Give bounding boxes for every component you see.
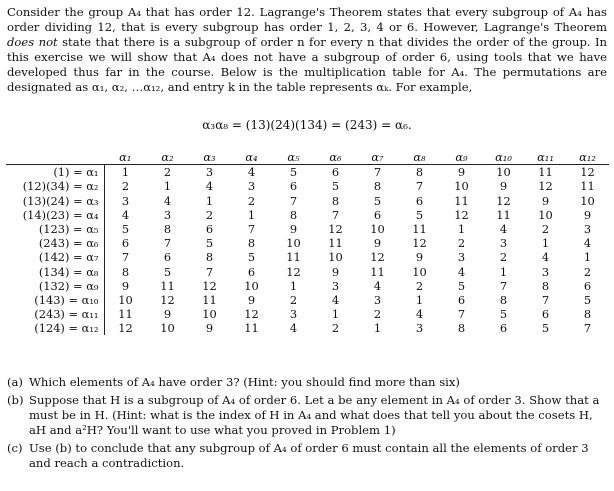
table-cell: 10 <box>286 236 301 251</box>
table-cell: 7 <box>583 321 592 336</box>
table-cell: 10 <box>328 250 343 265</box>
table-cell: 1 <box>415 292 424 307</box>
table-header-row <box>6 150 609 165</box>
example-formula: α₃α₈ = (13)(24)(134) = (243) = α₆. <box>202 118 412 132</box>
table-cell: 11 <box>244 321 259 336</box>
table-cell: 9 <box>247 292 256 307</box>
table-cell: 8 <box>289 207 298 222</box>
table-cell: 11 <box>496 207 511 222</box>
table-cell: 3 <box>373 292 382 307</box>
table-cell: 1 <box>583 250 592 265</box>
table-cell: 6 <box>541 307 550 322</box>
table-cell: 1 <box>205 193 214 208</box>
table-row <box>6 265 609 279</box>
table-cell: 1 <box>457 222 466 237</box>
table-cell: 3 <box>163 207 172 222</box>
table-cell: 10 <box>370 222 385 237</box>
table-cell: 6 <box>121 236 130 251</box>
table-cell: 3 <box>541 264 550 279</box>
table-cell: 8 <box>541 278 550 293</box>
table-row <box>6 222 609 236</box>
table-cell: 6 <box>331 165 340 180</box>
table-cell: 7 <box>373 165 382 180</box>
table-cell: 3 <box>247 179 256 194</box>
table-cell: 1 <box>121 165 130 180</box>
row-label: (1) = α₁ <box>6 165 104 180</box>
table-cell: 6 <box>457 292 466 307</box>
table-cell: 5 <box>415 207 424 222</box>
table-cell: 12 <box>496 193 511 208</box>
table-cell: 5 <box>331 179 340 194</box>
table-cell: 10 <box>202 307 217 322</box>
table-row <box>6 293 609 307</box>
table-cell: 3 <box>457 250 466 265</box>
row-label: (243) = α₆ <box>6 236 104 250</box>
table-cell: 5 <box>247 250 256 265</box>
part-b <box>7 393 607 438</box>
table-cell: 5 <box>163 264 172 279</box>
table-cell: 11 <box>286 250 301 265</box>
row-label: (14)(23) = α₄ <box>6 208 104 222</box>
table-cell: 7 <box>415 179 424 194</box>
table-cell: 4 <box>289 321 298 336</box>
table-cell: 12 <box>454 207 469 222</box>
intro-text: Consider the group A₄ that has order 12. Lagrange's Theorem states that every subgroup of A₄ has order dividing 12, that is every subgroup has order 1, 2, 3, 4 or 6. However, Lagrange's Theorem <box>7 5 607 35</box>
table-cell: 8 <box>415 165 424 180</box>
column-header: α₁₀ <box>483 150 525 165</box>
column-header: α₇ <box>357 150 399 165</box>
part-a <box>7 375 607 390</box>
table-cell: 6 <box>163 250 172 265</box>
table-row <box>6 279 609 293</box>
table-cell: 9 <box>163 307 172 322</box>
table-cell: 10 <box>454 179 469 194</box>
table-cell: 6 <box>415 193 424 208</box>
table-cell: 3 <box>121 193 130 208</box>
table-cell: 1 <box>541 236 550 251</box>
table-cell: 2 <box>583 264 592 279</box>
row-label: (13)(24) = α₃ <box>6 194 104 208</box>
table-cell: 11 <box>412 222 427 237</box>
table-cell: 8 <box>331 193 340 208</box>
table-cell: 4 <box>499 222 508 237</box>
column-header: α₉ <box>441 150 483 165</box>
table-cell: 3 <box>205 165 214 180</box>
table-cell: 6 <box>289 179 298 194</box>
table-cell: 10 <box>580 193 595 208</box>
intro-text-after: state that there is a subgroup of order n for every n that divides the order of the group. In this exercise we will show that A₄ does not have a subgroup of order 6, using tools that we have developed thus far in the course. Below is the multiplication table for A₄. The permutations are designated as α₁, α₂, …α₁₂, and entry k in the table represents αₖ. For example, <box>7 35 607 95</box>
table-cell: 10 <box>118 292 133 307</box>
table-cell: 9 <box>583 207 592 222</box>
table-row <box>6 194 609 208</box>
table-row <box>6 307 609 321</box>
column-header: α₁ <box>104 150 147 165</box>
table-cell: 10 <box>538 207 553 222</box>
table-cell: 2 <box>457 236 466 251</box>
table-cell: 4 <box>415 307 424 322</box>
table-cell: 4 <box>373 278 382 293</box>
column-header: α₂ <box>147 150 189 165</box>
row-label: (123) = α₅ <box>6 222 104 236</box>
table-cell: 12 <box>370 250 385 265</box>
table-cell: 11 <box>580 179 595 194</box>
table-cell: 8 <box>205 250 214 265</box>
table-cell: 2 <box>331 321 340 336</box>
table-cell: 4 <box>541 250 550 265</box>
table-cell: 2 <box>415 278 424 293</box>
table-cell: 7 <box>289 193 298 208</box>
table-cell: 7 <box>331 207 340 222</box>
table-cell: 2 <box>205 207 214 222</box>
table-cell: 2 <box>541 222 550 237</box>
table-cell: 2 <box>121 179 130 194</box>
table-cell: 12 <box>538 179 553 194</box>
table-cell: 1 <box>331 307 340 322</box>
table-cell: 5 <box>457 278 466 293</box>
table-cell: 11 <box>370 264 385 279</box>
column-header: α₃ <box>189 150 231 165</box>
table-cell: 9 <box>289 222 298 237</box>
table-cell: 6 <box>373 207 382 222</box>
table-row <box>6 321 609 335</box>
part-label: (b) <box>7 393 24 408</box>
table-row <box>6 250 609 264</box>
table-cell: 8 <box>373 179 382 194</box>
problem-intro <box>7 5 607 96</box>
table-cell: 12 <box>580 165 595 180</box>
table-cell: 7 <box>163 236 172 251</box>
table-cell: 4 <box>247 165 256 180</box>
table-cell: 11 <box>202 292 217 307</box>
table-cell: 1 <box>247 207 256 222</box>
table-cell: 10 <box>160 321 175 336</box>
table-cell: 12 <box>202 278 217 293</box>
table-cell: 6 <box>205 222 214 237</box>
table-cell: 6 <box>583 278 592 293</box>
table-cell: 5 <box>499 307 508 322</box>
table-cell: 2 <box>373 307 382 322</box>
table-cell: 10 <box>496 165 511 180</box>
table-cell: 8 <box>163 222 172 237</box>
table-cell: 4 <box>457 264 466 279</box>
part-text: Which elements of A₄ have order 3? (Hint: you should find more than six) <box>29 375 460 389</box>
problem-parts <box>7 375 607 475</box>
table-cell: 9 <box>541 193 550 208</box>
table-cell: 4 <box>331 292 340 307</box>
table-cell: 1 <box>289 278 298 293</box>
table-row <box>6 208 609 222</box>
row-label: (124) = α₁₂ <box>6 321 104 335</box>
table-cell: 8 <box>499 292 508 307</box>
part-label: (c) <box>7 441 23 456</box>
table-cell: 9 <box>121 278 130 293</box>
table-cell: 5 <box>583 292 592 307</box>
row-label: (132) = α₉ <box>6 279 104 293</box>
table-cell: 9 <box>331 264 340 279</box>
table-cell: 7 <box>121 250 130 265</box>
part-text: Suppose that H is a subgroup of A₄ of order 6. Let a be any element in A₄ of order 3. Show that a must be in H. (Hint: what is the index of H in A₄ and what does that tell you about the cosets H, aH and a²H? You'll want to use what you proved in Problem 1) <box>29 393 600 438</box>
table-cell: 11 <box>160 278 175 293</box>
table-cell: 7 <box>247 222 256 237</box>
table-cell: 12 <box>244 307 259 322</box>
table-cell: 11 <box>118 307 133 322</box>
table-cell: 2 <box>163 165 172 180</box>
table-cell: 8 <box>457 321 466 336</box>
part-label: (a) <box>7 375 23 389</box>
table-cell: 3 <box>415 321 424 336</box>
table-cell: 9 <box>373 236 382 251</box>
column-header: α₁₂ <box>567 150 609 165</box>
table-cell: 9 <box>415 250 424 265</box>
table-row <box>6 236 609 250</box>
column-header: α₁₁ <box>525 150 567 165</box>
table-cell: 3 <box>499 236 508 251</box>
column-header: α₈ <box>399 150 441 165</box>
table-cell: 12 <box>412 236 427 251</box>
table-cell: 7 <box>541 292 550 307</box>
column-header: α₄ <box>231 150 273 165</box>
table-cell: 12 <box>286 264 301 279</box>
table-cell: 4 <box>121 207 130 222</box>
table-cell: 5 <box>373 193 382 208</box>
table-cell: 9 <box>205 321 214 336</box>
table-cell: 12 <box>160 292 175 307</box>
table-cell: 1 <box>373 321 382 336</box>
table-cell: 5 <box>121 222 130 237</box>
table-cell: 7 <box>499 278 508 293</box>
part-c <box>7 441 607 471</box>
table-cell: 9 <box>499 179 508 194</box>
table-cell: 3 <box>289 307 298 322</box>
table-cell: 6 <box>247 264 256 279</box>
table-cell: 2 <box>289 292 298 307</box>
table-cell: 5 <box>205 236 214 251</box>
table-cell: 8 <box>583 307 592 322</box>
table-cell: 3 <box>331 278 340 293</box>
table-body <box>6 165 609 336</box>
table-row <box>6 179 609 193</box>
row-label: (143) = α₁₀ <box>6 293 104 307</box>
row-label: (243) = α₁₁ <box>6 307 104 321</box>
table-cell: 7 <box>205 264 214 279</box>
table-cell: 5 <box>541 321 550 336</box>
table-cell: 11 <box>454 193 469 208</box>
part-text: Use (b) to conclude that any subgroup of A₄ of order 6 must contain all the elements of order 3 and reach a contradiction. <box>29 441 589 471</box>
table-cell: 9 <box>457 165 466 180</box>
table-cell: 10 <box>412 264 427 279</box>
table-cell: 2 <box>247 193 256 208</box>
table-cell: 11 <box>328 236 343 251</box>
row-label: (12)(34) = α₂ <box>6 179 104 193</box>
table-cell: 11 <box>538 165 553 180</box>
table-cell: 1 <box>163 179 172 194</box>
table-cell: 4 <box>163 193 172 208</box>
table-row <box>6 165 609 180</box>
table-cell: 7 <box>457 307 466 322</box>
column-header: α₆ <box>315 150 357 165</box>
table-cell: 10 <box>244 278 259 293</box>
row-label: (142) = α₇ <box>6 250 104 264</box>
table-cell: 5 <box>289 165 298 180</box>
table-cell: 4 <box>205 179 214 194</box>
table-cell: 1 <box>499 264 508 279</box>
multiplication-table <box>6 150 609 335</box>
table-cell: 8 <box>247 236 256 251</box>
table-cell: 8 <box>121 264 130 279</box>
table-cell: 6 <box>499 321 508 336</box>
table-cell: 12 <box>328 222 343 237</box>
table-cell: 3 <box>583 222 592 237</box>
row-label: (134) = α₈ <box>6 265 104 279</box>
table-cell: 4 <box>583 236 592 251</box>
column-header: α₅ <box>273 150 315 165</box>
table-cell: 12 <box>118 321 133 336</box>
table-corner <box>6 150 104 165</box>
intro-emphasis: does not <box>7 35 58 50</box>
table-cell: 2 <box>499 250 508 265</box>
